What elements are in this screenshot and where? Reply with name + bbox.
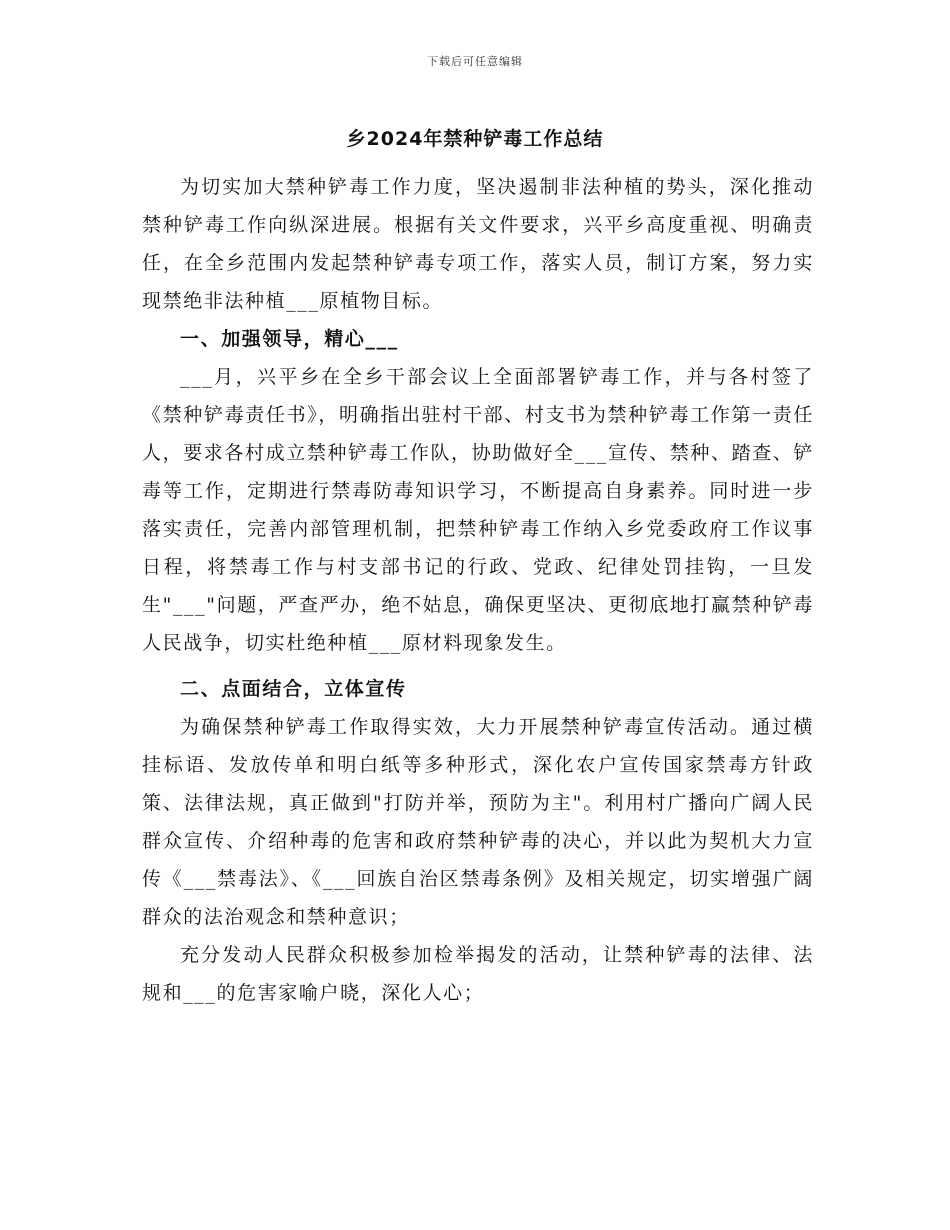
document-title: 乡2024年禁种铲毒工作总结 — [346, 128, 604, 150]
intro-paragraph: 为切实加大禁种铲毒工作力度，坚决遏制非法种植的势头，深化推动禁种铲毒工作向纵深进展。根据有关文件要求，兴平乡高度重视、明确责任，在全乡范围内发起禁种铲毒专项工作，落实人员，制订方案，努力实现禁绝非法种植___原植物目标。 — [142, 176, 814, 312]
document-body — [142, 168, 814, 1012]
section-2-paragraph-1: 为确保禁种铲毒工作取得实效，大力开展禁种铲毒宣传活动。通过横挂标语、发放传单和明白纸等多种形式，深化农户宣传国家禁毒方针政策、法律法规，真正做到"打防并举，预防为主"。利用村广播向广阔人民群众宣传、介绍种毒的危害和政府禁种铲毒的决心，并以此为契机大力宣传《___禁毒法》、《___回族自治区禁毒条例》及相关规定，切实增强广阔群众的法治观念和禁种意识； — [142, 716, 814, 928]
section-1-paragraph-1: ___月，兴平乡在全乡干部会议上全面部署铲毒工作，并与各村签了《禁种铲毒责任书》，明确指出驻村干部、村支书为禁种铲毒工作第一责任人，要求各村成立禁种铲毒工作队，协助做好全___宣传、禁种、踏查、铲毒等工作，定期进行禁毒防毒知识学习，不断提高自身素养。同时进一步落实责任，完善内部管理机制，把禁种铲毒工作纳入乡党委政府工作议事日程，将禁毒工作与村支部书记的行政、党政、纪律处罚挂钩，一旦发生"___"问题，严查严办，绝不姑息，确保更坚决、更彻底地打赢禁种铲毒人民战争，切实杜绝种植___原材料现象发生。 — [142, 366, 814, 654]
page-header-note: 下载后可任意编辑 — [427, 55, 523, 68]
section-2-heading: 二、点面结合，立体宣传 — [180, 678, 407, 700]
section-2-paragraph-2: 充分发动人民群众积极参加检举揭发的活动，让禁种铲毒的法律、法规和___的危害家喻户晓，深化人心； — [142, 944, 814, 1004]
section-1-heading: 一、加强领导，精心___ — [180, 328, 399, 350]
